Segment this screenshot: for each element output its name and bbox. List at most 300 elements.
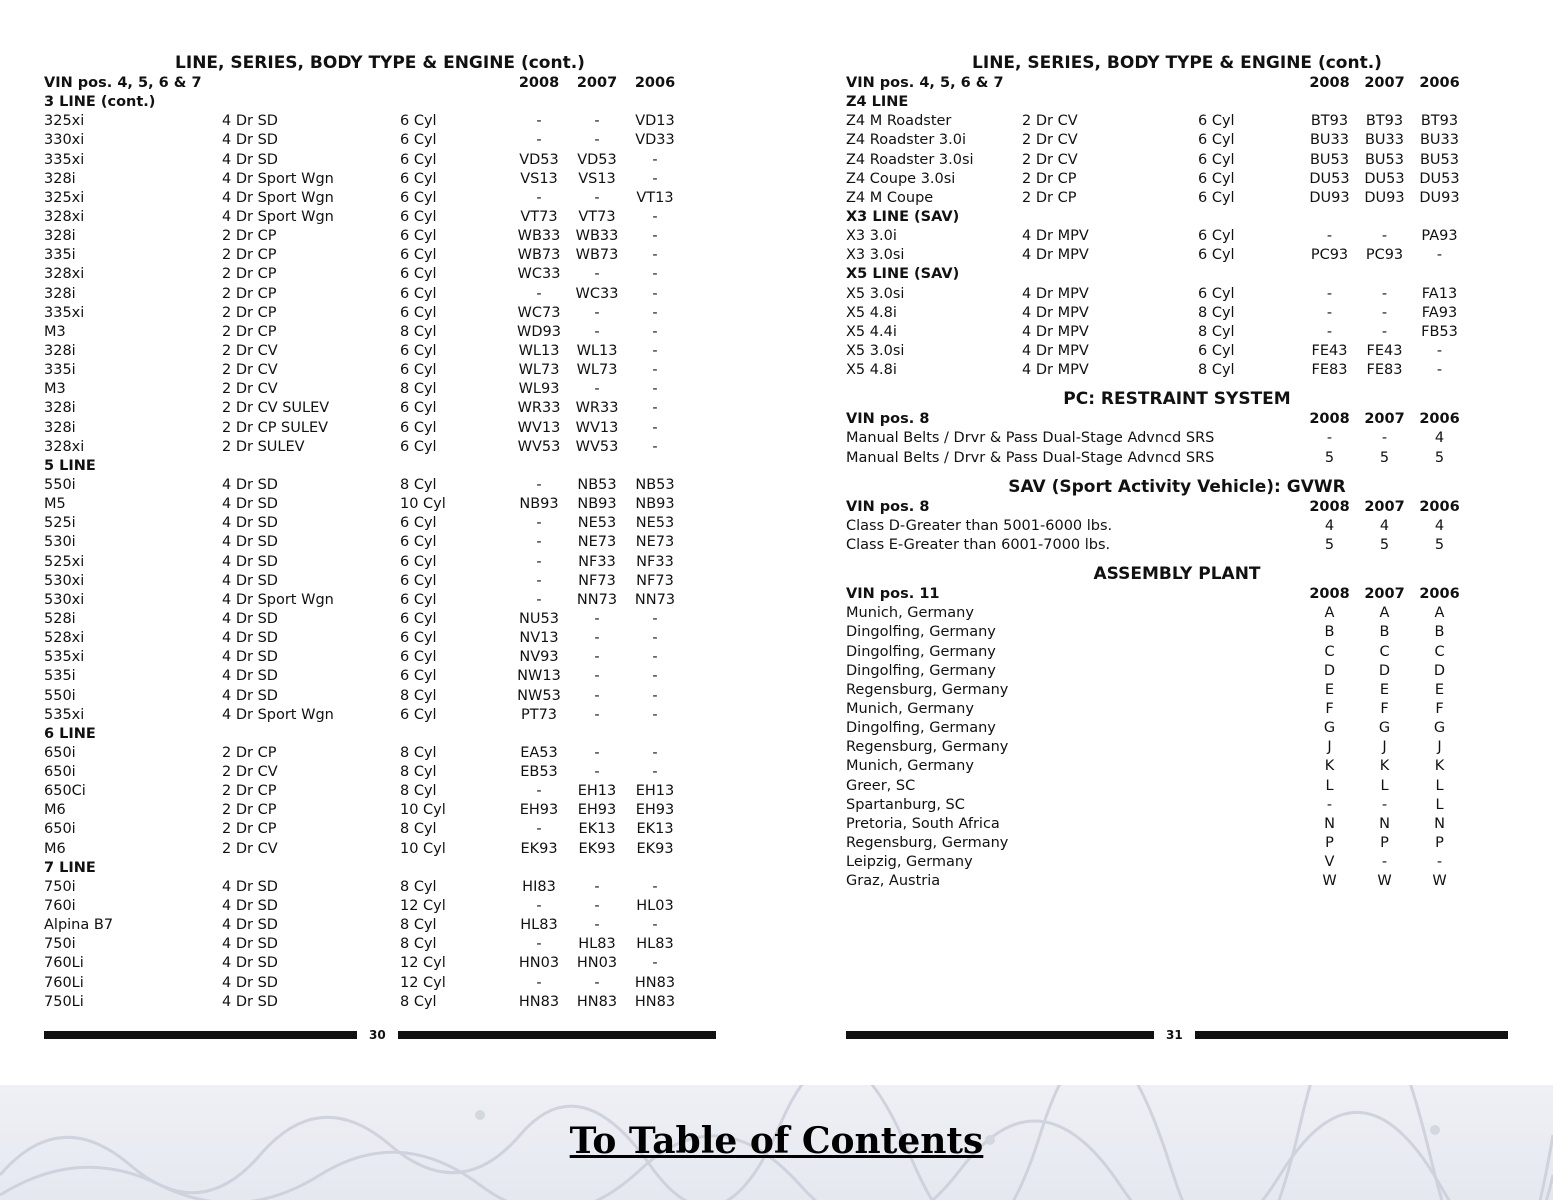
series-cell: 760i bbox=[44, 898, 76, 915]
series-cell: 650i bbox=[44, 821, 76, 838]
code-2008-cell: - bbox=[536, 974, 542, 991]
plant-section-title: ASSEMBLY PLANT bbox=[1093, 564, 1261, 585]
code-2007-cell: DU93 bbox=[1364, 189, 1405, 206]
code-2006-cell: FA13 bbox=[1421, 285, 1458, 302]
table-row bbox=[846, 796, 1508, 815]
code-2006-cell: HN83 bbox=[634, 974, 676, 991]
year-2006-header: 2006 bbox=[1419, 498, 1460, 515]
code-2006-cell: - bbox=[1436, 362, 1443, 379]
code-2006-cell: NF73 bbox=[636, 572, 674, 589]
code-2008-cell: B bbox=[1324, 624, 1335, 641]
vin-table-row bbox=[846, 112, 1508, 131]
code-2006-cell: VD33 bbox=[635, 132, 675, 149]
code-2008-cell: WR33 bbox=[517, 400, 561, 417]
code-2007-cell: - bbox=[1381, 796, 1388, 813]
code-2006-cell: - bbox=[652, 878, 658, 895]
vin-pos-label: VIN pos. 4, 5, 6 & 7 bbox=[846, 75, 1004, 91]
vin-table-row bbox=[44, 763, 716, 782]
body-type-cell: 2 Dr CP bbox=[222, 783, 277, 800]
series-cell: 330xi bbox=[44, 132, 85, 149]
code-2007-cell: - bbox=[1381, 854, 1388, 871]
code-2008-cell: 5 bbox=[1324, 449, 1335, 466]
series-cell: 335i bbox=[44, 362, 76, 379]
code-2006-cell: - bbox=[652, 151, 658, 168]
vin-table-row bbox=[44, 112, 716, 131]
vin-table-row bbox=[44, 801, 716, 820]
code-2007-cell: HL83 bbox=[578, 936, 616, 953]
engine-cell: 6 Cyl bbox=[400, 649, 437, 666]
table-row bbox=[846, 719, 1508, 738]
body-type-cell: 4 Dr SD bbox=[222, 974, 278, 991]
vin-table-row bbox=[44, 151, 716, 170]
code-2006-cell: - bbox=[652, 764, 658, 781]
table-row bbox=[846, 536, 1508, 555]
engine-cell: 8 Cyl bbox=[400, 381, 437, 398]
code-2007-cell: - bbox=[1381, 430, 1388, 447]
code-2006-cell: - bbox=[652, 438, 658, 455]
table-of-contents-link[interactable]: To Table of Contents bbox=[569, 1120, 984, 1162]
series-cell: 325xi bbox=[44, 189, 85, 206]
code-2006-cell: - bbox=[652, 706, 658, 723]
vin-table-row bbox=[44, 476, 716, 495]
engine-cell: 8 Cyl bbox=[400, 687, 437, 704]
code-2008-cell: F bbox=[1325, 700, 1334, 717]
body-type-cell: 4 Dr SD bbox=[222, 132, 278, 149]
code-2007-cell: - bbox=[594, 898, 600, 915]
series-cell: 328xi bbox=[44, 266, 85, 283]
line-group-heading: 6 LINE bbox=[44, 725, 96, 742]
code-2008-cell: NU53 bbox=[519, 610, 559, 627]
code-2006-cell: - bbox=[652, 649, 658, 666]
vin-table-row bbox=[44, 572, 716, 591]
engine-cell: 8 Cyl bbox=[400, 936, 437, 953]
engine-cell: 6 Cyl bbox=[400, 266, 437, 283]
code-2008-cell: WB73 bbox=[517, 247, 561, 264]
vin-table-row bbox=[44, 246, 716, 265]
code-2007-cell: - bbox=[594, 764, 600, 781]
code-2006-cell: - bbox=[652, 342, 658, 359]
vin-table-row bbox=[44, 610, 716, 629]
code-2006-cell: - bbox=[652, 955, 658, 972]
series-cell: 550i bbox=[44, 476, 76, 493]
code-2007-cell: - bbox=[594, 113, 600, 130]
code-2008-cell: C bbox=[1324, 643, 1335, 660]
series-cell: M6 bbox=[44, 802, 66, 819]
code-2006-cell: - bbox=[652, 247, 658, 264]
code-2006-cell: HL03 bbox=[636, 898, 674, 915]
code-2007-cell: HN03 bbox=[576, 955, 618, 972]
engine-cell: 8 Cyl bbox=[400, 764, 437, 781]
code-2008-cell: BU33 bbox=[1309, 132, 1349, 149]
restraint-header bbox=[846, 410, 1508, 429]
footer-rule bbox=[1195, 1031, 1508, 1039]
description-cell: Munich, Germany bbox=[846, 605, 974, 622]
code-2007-cell: FE83 bbox=[1366, 362, 1403, 379]
series-cell: Z4 Roadster 3.0si bbox=[846, 151, 974, 168]
description-cell: Regensburg, Germany bbox=[846, 681, 1009, 698]
code-2008-cell: - bbox=[536, 553, 542, 570]
description-cell: Pretoria, South Africa bbox=[846, 815, 1000, 832]
description-cell: Manual Belts / Drvr & Pass Dual-Stage Advncd SRS bbox=[846, 449, 1215, 466]
right-vin-header bbox=[846, 74, 1508, 93]
table-row bbox=[846, 662, 1508, 681]
vin-table-row bbox=[44, 399, 716, 418]
year-2006-header: 2006 bbox=[1419, 411, 1460, 428]
year-2006-header: 2006 bbox=[1419, 586, 1460, 603]
code-2007-cell: G bbox=[1378, 720, 1391, 737]
code-2008-cell: WL93 bbox=[518, 381, 560, 398]
engine-cell: 6 Cyl bbox=[400, 285, 437, 302]
code-2007-cell: - bbox=[594, 630, 600, 647]
code-2007-cell: VS13 bbox=[578, 170, 616, 187]
year-2008-header: 2008 bbox=[1309, 586, 1350, 603]
code-2008-cell: HL83 bbox=[520, 917, 558, 934]
plant-header bbox=[846, 585, 1508, 604]
body-type-cell: 4 Dr Sport Wgn bbox=[222, 208, 334, 225]
code-2007-cell: WB33 bbox=[575, 228, 619, 245]
code-2007-cell: L bbox=[1380, 777, 1389, 794]
engine-cell: 6 Cyl bbox=[400, 247, 437, 264]
code-2006-cell: - bbox=[652, 304, 658, 321]
body-type-cell: 4 Dr Sport Wgn bbox=[222, 189, 334, 206]
code-2008-cell: WC73 bbox=[517, 304, 561, 321]
body-type-cell: 4 Dr Sport Wgn bbox=[222, 591, 334, 608]
series-cell: 328xi bbox=[44, 438, 85, 455]
series-cell: 325xi bbox=[44, 113, 85, 130]
code-2006-cell: NF33 bbox=[636, 553, 674, 570]
engine-cell: 8 Cyl bbox=[400, 744, 437, 761]
code-2006-cell: FA93 bbox=[1421, 304, 1458, 321]
engine-cell: 6 Cyl bbox=[400, 132, 437, 149]
code-2007-cell: NN73 bbox=[576, 591, 618, 608]
code-2006-cell: EK93 bbox=[636, 840, 674, 857]
vin-table-row bbox=[44, 533, 716, 552]
engine-cell: 12 Cyl bbox=[400, 955, 446, 972]
vin-table-row bbox=[44, 131, 716, 150]
code-2006-cell: BU33 bbox=[1419, 132, 1459, 149]
body-type-cell: 2 Dr SULEV bbox=[222, 438, 305, 455]
engine-cell: 6 Cyl bbox=[400, 304, 437, 321]
body-type-cell: 2 Dr CP bbox=[222, 802, 277, 819]
engine-cell: 6 Cyl bbox=[400, 706, 437, 723]
code-2007-cell: - bbox=[594, 189, 600, 206]
series-cell: X5 4.4i bbox=[846, 323, 897, 340]
body-type-cell: 2 Dr CP bbox=[222, 821, 277, 838]
vin-table-row bbox=[44, 954, 716, 973]
body-type-cell: 2 Dr CV SULEV bbox=[222, 400, 330, 417]
vin-table-row bbox=[44, 208, 716, 227]
vin-table-row bbox=[44, 897, 716, 916]
year-2008-header: 2008 bbox=[1309, 411, 1350, 428]
code-2007-cell: - bbox=[594, 323, 600, 340]
series-cell: 335i bbox=[44, 247, 76, 264]
code-2006-cell: 5 bbox=[1434, 449, 1445, 466]
body-type-cell: 2 Dr CV bbox=[222, 342, 278, 359]
engine-cell: 8 Cyl bbox=[400, 993, 437, 1010]
engine-cell: 8 Cyl bbox=[400, 821, 437, 838]
table-row bbox=[846, 700, 1508, 719]
code-2008-cell: - bbox=[536, 285, 542, 302]
code-2008-cell: HN03 bbox=[518, 955, 560, 972]
code-2006-cell: FB53 bbox=[1421, 323, 1458, 340]
engine-cell: 6 Cyl bbox=[400, 208, 437, 225]
code-2007-cell: F bbox=[1380, 700, 1389, 717]
vin-table-row bbox=[44, 438, 716, 457]
engine-cell: 6 Cyl bbox=[400, 534, 437, 551]
vin-pos-label: VIN pos. 8 bbox=[846, 498, 930, 515]
code-2006-cell: N bbox=[1434, 815, 1445, 832]
description-cell: Munich, Germany bbox=[846, 758, 974, 775]
table-row bbox=[846, 449, 1508, 468]
code-2007-cell: NF73 bbox=[578, 572, 616, 589]
code-2008-cell: - bbox=[1326, 285, 1333, 302]
series-cell: 530xi bbox=[44, 572, 85, 589]
series-cell: 530xi bbox=[44, 591, 85, 608]
left-page-footer bbox=[44, 1027, 716, 1043]
series-cell: 525xi bbox=[44, 553, 85, 570]
code-2007-cell: - bbox=[1381, 228, 1388, 245]
code-2007-cell: - bbox=[594, 917, 600, 934]
series-cell: Z4 M Coupe bbox=[846, 189, 934, 206]
code-2007-cell: WB73 bbox=[575, 247, 619, 264]
vin-table-row bbox=[44, 553, 716, 572]
code-2007-cell: - bbox=[594, 687, 600, 704]
code-2008-cell: WC33 bbox=[517, 266, 561, 283]
vin-table-row bbox=[44, 993, 716, 1012]
code-2007-cell: - bbox=[594, 381, 600, 398]
engine-cell: 6 Cyl bbox=[400, 419, 437, 436]
engine-cell: 10 Cyl bbox=[400, 840, 446, 857]
year-2007-header: 2007 bbox=[1364, 75, 1405, 91]
vin-table-row bbox=[44, 706, 716, 725]
description-cell: Regensburg, Germany bbox=[846, 739, 1009, 756]
body-type-cell: 4 Dr SD bbox=[222, 878, 278, 895]
series-cell: 528xi bbox=[44, 630, 85, 647]
code-2008-cell: NW53 bbox=[517, 687, 561, 704]
code-2007-cell: EH93 bbox=[577, 802, 617, 819]
code-2006-cell: P bbox=[1435, 834, 1444, 851]
series-cell: 650i bbox=[44, 744, 76, 761]
body-type-cell: 4 Dr SD bbox=[222, 993, 278, 1010]
series-cell: 650i bbox=[44, 764, 76, 781]
series-cell: M6 bbox=[44, 840, 66, 857]
restraint-section-title: PC: RESTRAINT SYSTEM bbox=[1063, 389, 1291, 410]
series-cell: 328i bbox=[44, 285, 76, 302]
code-2008-cell: - bbox=[1326, 323, 1333, 340]
vin-table-row bbox=[44, 667, 716, 686]
series-cell: 328i bbox=[44, 228, 76, 245]
code-2006-cell: L bbox=[1435, 796, 1444, 813]
series-cell: Alpina B7 bbox=[44, 917, 114, 934]
body-type-cell: 2 Dr CV bbox=[222, 381, 278, 398]
series-cell: 750i bbox=[44, 878, 76, 895]
code-2006-cell: BU53 bbox=[1419, 151, 1459, 168]
code-2008-cell: NB93 bbox=[519, 496, 559, 513]
vin-table-row bbox=[44, 189, 716, 208]
engine-cell: 6 Cyl bbox=[400, 515, 437, 532]
series-cell: 335xi bbox=[44, 151, 85, 168]
engine-cell: 6 Cyl bbox=[400, 362, 437, 379]
code-2006-cell: B bbox=[1434, 624, 1445, 641]
engine-cell: 6 Cyl bbox=[400, 228, 437, 245]
vin-table-row bbox=[846, 227, 1508, 246]
table-row bbox=[846, 517, 1508, 536]
body-type-cell: 4 Dr SD bbox=[222, 955, 278, 972]
body-type-cell: 4 Dr MPV bbox=[1022, 342, 1089, 359]
code-2007-cell: D bbox=[1378, 662, 1391, 679]
body-type-cell: 4 Dr SD bbox=[222, 534, 278, 551]
code-2007-cell: 5 bbox=[1379, 536, 1390, 553]
year-2007-header: 2007 bbox=[1364, 498, 1405, 515]
body-type-cell: 4 Dr MPV bbox=[1022, 323, 1089, 340]
body-type-cell: 4 Dr SD bbox=[222, 687, 278, 704]
code-2007-cell: - bbox=[594, 266, 600, 283]
code-2006-cell: EH93 bbox=[635, 802, 675, 819]
code-2007-cell: P bbox=[1380, 834, 1389, 851]
page-number: 30 bbox=[369, 1028, 386, 1042]
engine-cell: 6 Cyl bbox=[400, 668, 437, 685]
engine-cell: 6 Cyl bbox=[400, 189, 437, 206]
footer-rule bbox=[846, 1031, 1154, 1039]
engine-cell: 6 Cyl bbox=[1198, 151, 1235, 168]
code-2008-cell: P bbox=[1325, 834, 1334, 851]
series-cell: 750i bbox=[44, 936, 76, 953]
body-type-cell: 4 Dr SD bbox=[222, 630, 278, 647]
body-type-cell: 4 Dr SD bbox=[222, 649, 278, 666]
body-type-cell: 2 Dr CP bbox=[222, 266, 277, 283]
body-type-cell: 4 Dr SD bbox=[222, 917, 278, 934]
code-2008-cell: - bbox=[536, 936, 542, 953]
body-type-cell: 4 Dr MPV bbox=[1022, 304, 1089, 321]
code-2008-cell: FE83 bbox=[1311, 362, 1348, 379]
code-2006-cell: - bbox=[652, 228, 658, 245]
code-2008-cell: - bbox=[536, 113, 542, 130]
body-type-cell: 4 Dr Sport Wgn bbox=[222, 170, 334, 187]
line-group-heading: Z4 LINE bbox=[846, 94, 909, 111]
engine-cell: 6 Cyl bbox=[400, 170, 437, 187]
vin-table-row bbox=[44, 495, 716, 514]
engine-cell: 6 Cyl bbox=[400, 572, 437, 589]
code-2007-cell: EK13 bbox=[578, 821, 616, 838]
code-2007-cell: - bbox=[1381, 323, 1388, 340]
code-2006-cell: NE53 bbox=[635, 515, 675, 532]
code-2008-cell: HI83 bbox=[522, 878, 556, 895]
code-2007-cell: WC33 bbox=[575, 285, 619, 302]
engine-cell: 6 Cyl bbox=[400, 113, 437, 130]
code-2007-cell: 5 bbox=[1379, 449, 1390, 466]
table-row bbox=[846, 643, 1508, 662]
code-2007-cell: - bbox=[594, 610, 600, 627]
engine-cell: 6 Cyl bbox=[1198, 113, 1235, 130]
engine-cell: 6 Cyl bbox=[400, 553, 437, 570]
code-2007-cell: N bbox=[1379, 815, 1390, 832]
code-2007-cell: E bbox=[1379, 681, 1390, 698]
code-2008-cell: G bbox=[1323, 720, 1336, 737]
gvwr-section-title: SAV (Sport Activity Vehicle): GVWR bbox=[1008, 476, 1346, 497]
description-cell: Dingolfing, Germany bbox=[846, 624, 996, 641]
code-2008-cell: WD93 bbox=[517, 323, 561, 340]
engine-cell: 6 Cyl bbox=[400, 591, 437, 608]
table-row bbox=[846, 623, 1508, 642]
plant-table bbox=[846, 604, 1508, 891]
code-2008-cell: WV53 bbox=[517, 438, 561, 455]
engine-cell: 6 Cyl bbox=[400, 151, 437, 168]
code-2007-cell: DU53 bbox=[1364, 170, 1405, 187]
code-2008-cell: NW13 bbox=[517, 668, 561, 685]
table-row bbox=[846, 834, 1508, 853]
vin-pos-label: VIN pos. 4, 5, 6 & 7 bbox=[44, 75, 202, 91]
code-2008-cell: - bbox=[536, 515, 542, 532]
body-type-cell: 2 Dr CV bbox=[222, 362, 278, 379]
series-cell: 650Ci bbox=[44, 783, 86, 800]
table-row bbox=[846, 681, 1508, 700]
left-vin-header bbox=[44, 74, 716, 93]
vin-table-row bbox=[44, 342, 716, 361]
code-2006-cell: K bbox=[1434, 758, 1445, 775]
vin-table-row bbox=[44, 935, 716, 954]
code-2006-cell: - bbox=[1436, 247, 1443, 264]
code-2007-cell: - bbox=[1381, 285, 1388, 302]
code-2006-cell: - bbox=[1436, 342, 1443, 359]
code-2007-cell: - bbox=[594, 649, 600, 666]
code-2008-cell: FE43 bbox=[1311, 342, 1348, 359]
code-2008-cell: - bbox=[536, 591, 542, 608]
code-2008-cell: D bbox=[1323, 662, 1336, 679]
code-2008-cell: - bbox=[536, 189, 542, 206]
series-cell: 525i bbox=[44, 515, 76, 532]
code-2007-cell: A bbox=[1379, 605, 1390, 622]
vin-table-row bbox=[44, 265, 716, 284]
series-cell: Z4 M Roadster bbox=[846, 113, 952, 130]
code-2006-cell: - bbox=[652, 610, 658, 627]
code-2007-cell: - bbox=[594, 974, 600, 991]
code-2008-cell: - bbox=[536, 132, 542, 149]
body-type-cell: 2 Dr CP bbox=[222, 285, 277, 302]
vin-table-row bbox=[44, 687, 716, 706]
vin-table-row bbox=[846, 131, 1508, 150]
description-cell: Leipzig, Germany bbox=[846, 854, 973, 871]
code-2006-cell: - bbox=[652, 419, 658, 436]
code-2006-cell: - bbox=[652, 744, 658, 761]
table-row bbox=[846, 872, 1508, 891]
line-group-heading: 3 LINE (cont.) bbox=[44, 94, 156, 111]
engine-cell: 6 Cyl bbox=[1198, 342, 1235, 359]
engine-cell: 8 Cyl bbox=[400, 783, 437, 800]
footer-rule bbox=[398, 1031, 716, 1039]
code-2006-cell: 5 bbox=[1434, 536, 1445, 553]
right-page-footer bbox=[846, 1027, 1508, 1043]
vin-table-row bbox=[44, 514, 716, 533]
code-2006-cell: DU93 bbox=[1419, 189, 1460, 206]
vin-table-row bbox=[846, 151, 1508, 170]
vin-table-row bbox=[44, 170, 716, 189]
table-row bbox=[846, 815, 1508, 834]
description-cell: Spartanburg, SC bbox=[846, 796, 965, 813]
vin-table-row bbox=[44, 744, 716, 763]
code-2006-cell: HN83 bbox=[634, 993, 676, 1010]
description-cell: Munich, Germany bbox=[846, 700, 974, 717]
code-2006-cell: - bbox=[652, 400, 658, 417]
vin-table-row bbox=[44, 782, 716, 801]
engine-cell: 6 Cyl bbox=[1198, 132, 1235, 149]
year-2006-header: 2006 bbox=[1419, 75, 1460, 91]
body-type-cell: 4 Dr SD bbox=[222, 515, 278, 532]
code-2006-cell: A bbox=[1434, 605, 1445, 622]
vin-pos-label: VIN pos. 11 bbox=[846, 586, 940, 603]
table-row bbox=[846, 604, 1508, 623]
engine-cell: 6 Cyl bbox=[1198, 285, 1235, 302]
body-type-cell: 4 Dr SD bbox=[222, 496, 278, 513]
